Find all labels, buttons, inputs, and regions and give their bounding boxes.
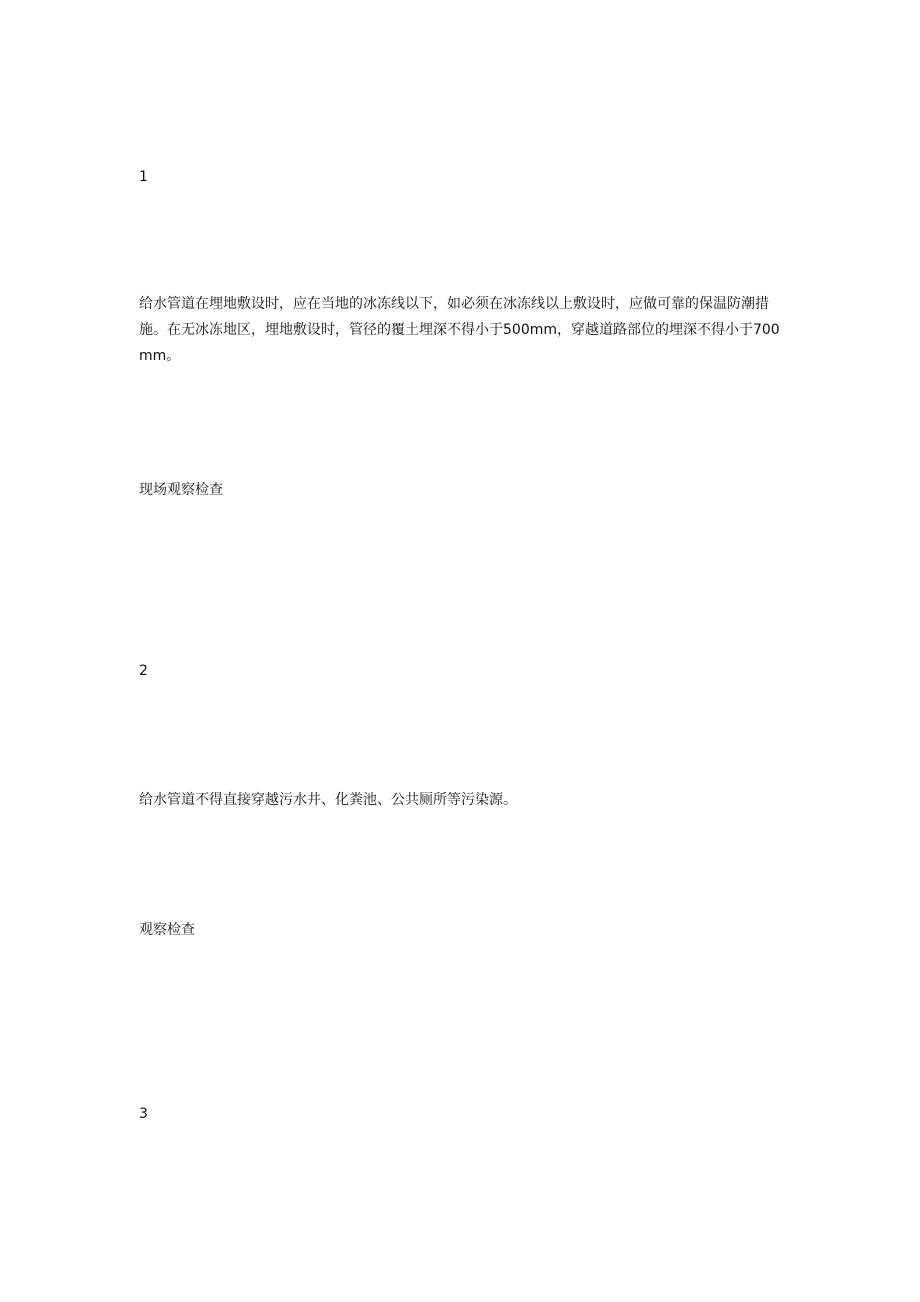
item-number: 3 [139, 1106, 148, 1122]
item-requirement: 给水管道在埋地敷设时，应在当地的冰冻线以下，如必须在冰冻线以上敷设时，应做可靠的保温防潮措施。在无冰冻地区，埋地敷设时，管径的覆土埋深不得小于500mm，穿越道路部位的埋深不得小于700mm。 [139, 296, 780, 364]
item-inspection-method: 观察检查 [139, 922, 195, 938]
item-number: 1 [139, 169, 148, 185]
item-number: 2 [139, 663, 148, 679]
item-inspection-method: 现场观察检查 [139, 482, 223, 498]
item-requirement: 给水管道不得直接穿越污水井、化粪池、公共厕所等污染源。 [139, 792, 517, 808]
